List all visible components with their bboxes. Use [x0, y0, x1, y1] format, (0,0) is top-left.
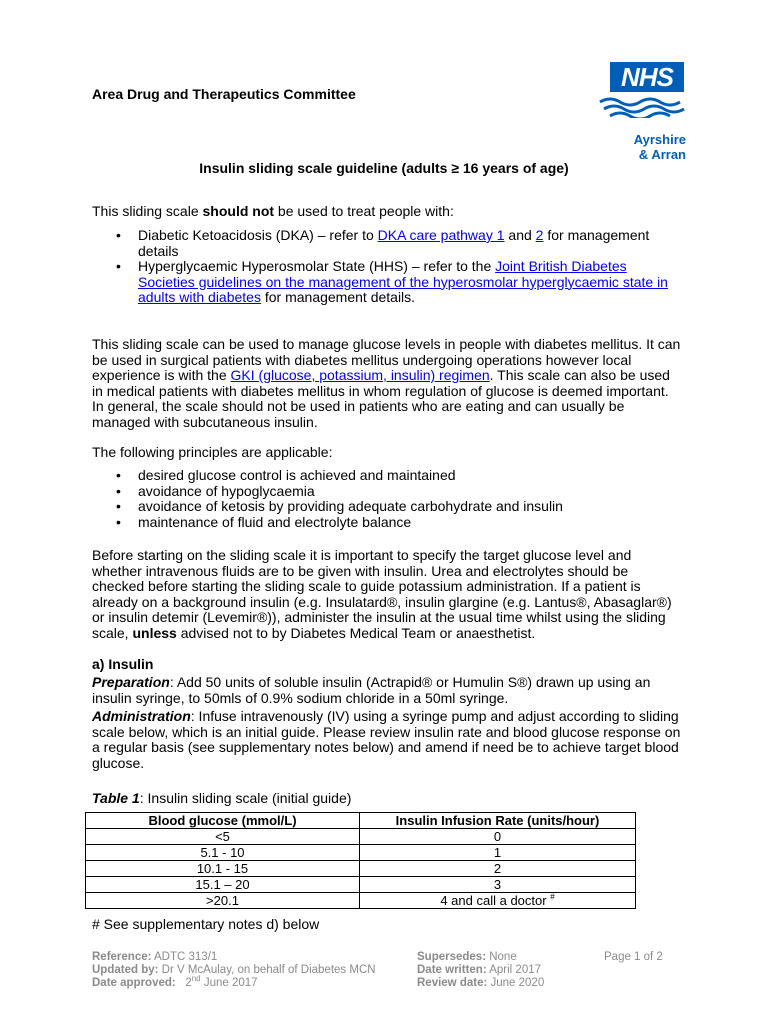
- administration-paragraph: Administration: Infuse intravenously (IV) using a syringe pump and adjust according to sliding scale below, which is an initial guide. Please review insulin rate and blood glucose response on a regular basis (see supplementary notes below) and amend if need be to achieve target blood glucose.: [92, 708, 681, 771]
- table-caption: Table 1: Insulin sliding scale (initial guide): [92, 790, 352, 806]
- dka-pathway-2-link[interactable]: 2: [535, 227, 544, 243]
- list-item: • avoidance of hypoglycaemia: [92, 484, 682, 500]
- page-number: Page 1 of 2: [604, 951, 663, 963]
- gki-regimen-link[interactable]: GKI (glucose, potassium, insulin) regimen: [230, 367, 490, 383]
- rate-cell: 0: [360, 829, 636, 845]
- starting-paragraph: Before starting on the sliding scale it is important to specify the target glucose level and whether intravenous fluids are to be given with insulin. Urea and electrolytes should be checked before starting the sliding scale to guide potassium administration. If a patient is already on a background insulin (e.g. Insulatard®, insulin glargine (e.g. Lantus®, Abasaglar®) or insulin detemir (Levemir®)), administer the insulin at the usual time whilst using the sliding scale, unless advised not to by Diabetes Medical Team or anaesthetist.: [92, 547, 672, 641]
- glucose-cell: 10.1 - 15: [86, 861, 360, 877]
- principles-intro: The following principles are applicable:: [92, 444, 333, 460]
- rate-cell: 3: [360, 877, 636, 893]
- footer-review-date: Review date: June 2020: [417, 977, 545, 989]
- intro-text: This sliding scale should not be used to treat people with:: [92, 203, 454, 219]
- list-item: • Diabetic Ketoacidosis (DKA) – refer to DKA care pathway 1 and 2 for management details: [92, 228, 682, 259]
- footer-updated-by: Updated by: Dr V McAulay, on behalf of Diabetes MCN: [92, 964, 376, 976]
- header-blood-glucose: Blood glucose (mmol/L): [86, 813, 360, 829]
- waves-icon: [598, 96, 688, 118]
- glucose-cell: >20.1: [86, 893, 360, 909]
- table-row: [86, 877, 636, 893]
- list-item: • avoidance of ketosis by providing adequate carbohydrate and insulin: [92, 499, 682, 515]
- rate-cell: 2: [360, 861, 636, 877]
- list-item: • maintenance of fluid and electrolyte balance: [92, 515, 682, 531]
- list-item: • Hyperglycaemic Hyperosmolar State (HHS) – refer to the Joint British Diabetes Societies guidelines on the management of the hyperosmolar hyperglycaemic state in adults with diabetes for management details.: [92, 259, 682, 306]
- usage-paragraph: This sliding scale can be used to manage glucose levels in people with diabetes mellitus. It can be used in surgical patients with diabetes mellitus undergoing operations however local experience is with the GKI (glucose, potassium, insulin) regimen. This scale can also be used in medical patients with diabetes mellitus in whom regulation of glucose is deemed important. In general, the scale should not be used in patients who are eating and can usually be managed with subcutaneous insulin.: [92, 336, 681, 430]
- exclusion-list: [92, 228, 682, 306]
- footer-middle: [417, 951, 544, 990]
- rate-cell: 4 and call a doctor #: [360, 893, 636, 909]
- footer-reference: Reference: ADTC 313/1: [92, 951, 218, 963]
- table-row: [86, 845, 636, 861]
- committee-name: Area Drug and Therapeutics Committee: [92, 86, 356, 102]
- table-row: [86, 861, 636, 877]
- nhs-logo-text: NHS: [610, 62, 684, 92]
- region-line-1: Ayrshire: [633, 132, 686, 147]
- glucose-cell: 5.1 - 10: [86, 845, 360, 861]
- dka-pathway-1-link[interactable]: DKA care pathway 1: [377, 227, 505, 243]
- footnote-mark: #: [550, 892, 555, 902]
- nhs-region: [598, 132, 686, 162]
- hhs-guideline-link[interactable]: Joint British Diabetes Societies guidelines on the management of the hyperosmolar hyperglycaemic state in adults with diabetes: [138, 258, 668, 305]
- table-row: [86, 893, 636, 909]
- footer-left: [92, 951, 376, 990]
- list-item: • desired glucose control is achieved and maintained: [92, 468, 682, 484]
- footer-supersedes: Supersedes: None: [417, 951, 517, 963]
- rate-cell: 1: [360, 845, 636, 861]
- header-infusion-rate: Insulin Infusion Rate (units/hour): [360, 813, 636, 829]
- document-title: Insulin sliding scale guideline (adults ≥ 16 years of age): [199, 160, 569, 176]
- supplementary-note: # See supplementary notes d) below: [92, 916, 320, 932]
- section-a-heading: a) Insulin: [92, 656, 154, 672]
- table-row: [86, 829, 636, 845]
- region-line-2: & Arran: [638, 147, 686, 162]
- glucose-cell: 15.1 – 20: [86, 877, 360, 893]
- glucose-cell: <5: [86, 829, 360, 845]
- insulin-scale-table: [85, 812, 636, 909]
- principles-list: [92, 468, 682, 530]
- footer-date-written: Date written: April 2017: [417, 964, 542, 976]
- preparation-paragraph: Preparation: Add 50 units of soluble insulin (Actrapid® or Humulin S®) drawn up using an insulin syringe, to 50mls of 0.9% sodium chloride in a 50ml syringe.: [92, 674, 651, 706]
- footer-date-approved: Date approved: 2nd June 2017: [92, 974, 258, 989]
- table-header-row: [86, 813, 636, 829]
